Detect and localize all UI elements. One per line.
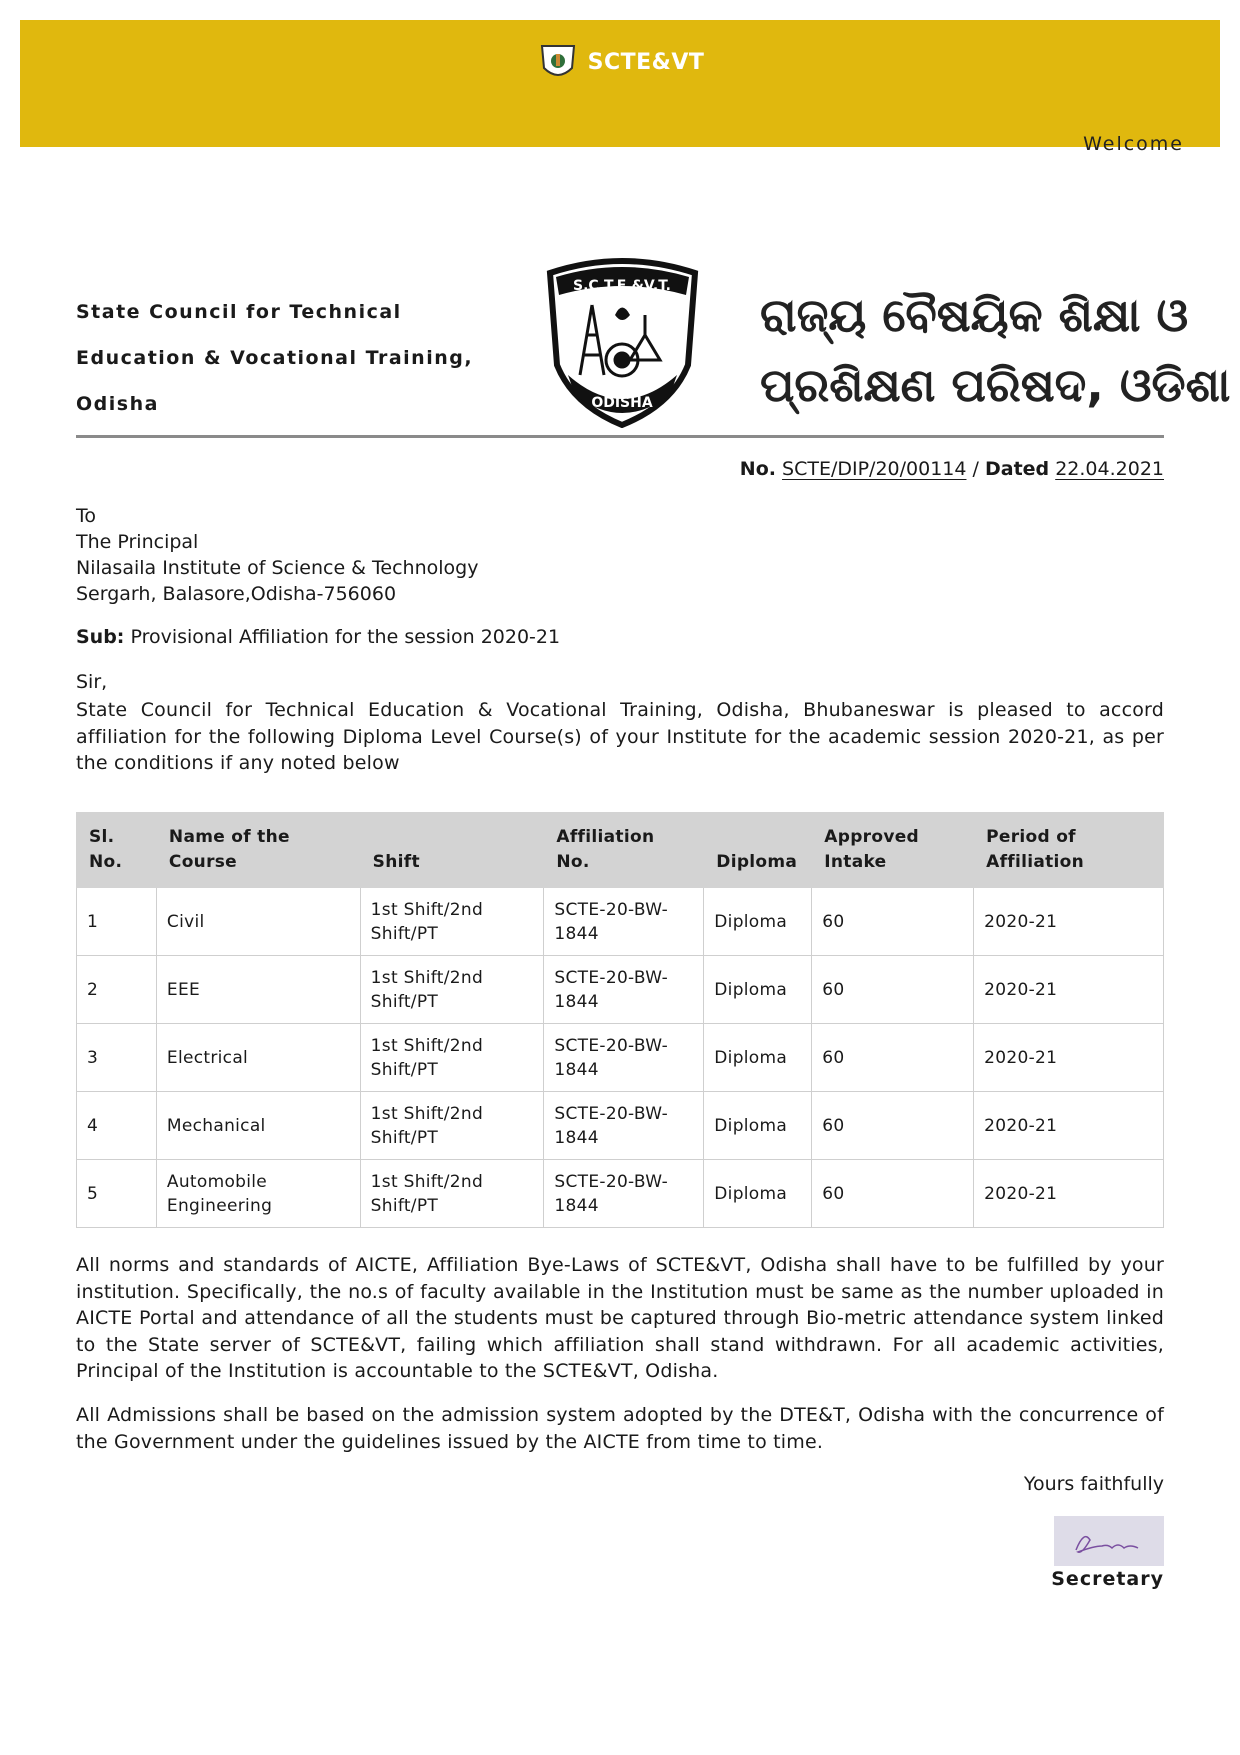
table-cell: 2020-21 <box>974 888 1164 956</box>
table-cell: Diploma <box>704 1024 812 1092</box>
table-cell: Diploma <box>704 1160 812 1228</box>
table-cell: 2 <box>77 956 157 1024</box>
brand-name: SCTE&VT <box>587 49 705 75</box>
welcome-text: Welcome <box>1083 133 1184 155</box>
odia-name-line: ପ୍ରଶିକ୍ଷଣ ପରିଷଦ, ଓଡିଶା <box>760 358 1231 412</box>
odia-name-line: ରାଜ୍ୟ ବୈଷୟିକ ଶିକ୍ଷା ଓ <box>760 288 1189 342</box>
recipient-line: The Principal <box>76 531 199 553</box>
table-cell: 4 <box>77 1092 157 1160</box>
table-row <box>77 888 1164 956</box>
salutation: Sir, <box>76 671 108 693</box>
ref-no-label: No. <box>739 458 776 480</box>
table-cell: 5 <box>77 1160 157 1228</box>
table-cell: 1st Shift/2nd Shift/PT <box>360 956 544 1024</box>
table-cell: 1st Shift/2nd Shift/PT <box>360 1160 544 1228</box>
table-row <box>77 956 1164 1024</box>
column-header: Affiliation No. <box>544 813 704 888</box>
admissions-paragraph: All Admissions shall be based on the admission system adopted by the DTE&T, Odisha with the concurrence of the Government under the guidelines issued by the AICTE from time to time. <box>76 1404 1164 1453</box>
intro-paragraph: State Council for Technical Education & Vocational Training, Odisha, Bhubaneswar is pleased to accord affiliation for the following Diploma Level Course(s) of your Institute for the academic session 2020-21, as per the conditions if any noted below <box>76 699 1164 774</box>
scte-logo-icon <box>536 40 580 84</box>
affiliation-table <box>76 812 1164 1228</box>
table-cell: 2020-21 <box>974 956 1164 1024</box>
subject-line <box>76 626 560 648</box>
reference-line <box>740 458 1164 480</box>
ref-no-value: SCTE/DIP/20/00114 <box>782 458 967 480</box>
table-cell: 2020-21 <box>974 1024 1164 1092</box>
org-name-line: Odisha <box>76 393 159 415</box>
table-cell: 1st Shift/2nd Shift/PT <box>360 1092 544 1160</box>
organization-name-english <box>76 289 516 427</box>
table-cell: EEE <box>156 956 360 1024</box>
subject-text: Provisional Affiliation for the session 2020-21 <box>130 626 561 648</box>
org-name-line: Education & Vocational Training, <box>76 347 474 369</box>
signatory-title: Secretary <box>1051 1568 1164 1590</box>
subject-label: Sub: <box>76 626 125 648</box>
table-cell: 2020-21 <box>974 1092 1164 1160</box>
norms-paragraph: All norms and standards of AICTE, Affiliation Bye-Laws of SCTE&VT, Odisha shall have to be fulfilled by your institution. Specifically, the no.s of faculty available in the Institution must be same as the number uploaded in AICTE Portal and attendance of all the students must be captured through Bio-metric attendance system linked to the State server of SCTE&VT, failing which affiliation shall stand withdrawn. For all academic activities, Principal of the Institution is accountable to the SCTE&VT, Odisha. <box>76 1254 1164 1382</box>
table-cell: SCTE-20-BW-1844 <box>544 1160 704 1228</box>
column-header: Name of the Course <box>156 813 360 888</box>
table-cell: SCTE-20-BW-1844 <box>544 956 704 1024</box>
table-cell: Civil <box>156 888 360 956</box>
table-cell: Diploma <box>704 888 812 956</box>
crest-top-text: S.C.T.E.&V.T. <box>573 278 671 294</box>
closing-text: Yours faithfully <box>1023 1473 1164 1495</box>
column-header: Shift <box>360 813 544 888</box>
recipient-line: Nilasaila Institute of Science & Technology <box>76 557 479 579</box>
recipient-address <box>76 503 478 607</box>
organization-name-odia <box>760 280 1231 420</box>
ref-dated-value: 22.04.2021 <box>1055 458 1164 480</box>
table-cell: Diploma <box>704 1092 812 1160</box>
table-cell: 1 <box>77 888 157 956</box>
table-cell: SCTE-20-BW-1844 <box>544 1092 704 1160</box>
recipient-line: Sergarh, Balasore,Odisha-756060 <box>76 583 397 605</box>
table-cell: 1st Shift/2nd Shift/PT <box>360 1024 544 1092</box>
table-cell: Diploma <box>704 956 812 1024</box>
table-cell: SCTE-20-BW-1844 <box>544 888 704 956</box>
header-banner <box>20 20 1220 147</box>
crest-bottom-text: ODISHA <box>591 395 653 411</box>
to-label: To <box>76 505 97 527</box>
table-cell: Electrical <box>156 1024 360 1092</box>
ref-separator: / <box>972 458 979 480</box>
org-name-line: State Council for Technical <box>76 301 402 323</box>
scte-crest-emblem <box>540 255 705 428</box>
column-header: Sl. No. <box>77 813 157 888</box>
table-cell: 2020-21 <box>974 1160 1164 1228</box>
header-divider <box>76 435 1164 438</box>
table-row <box>77 1092 1164 1160</box>
table-cell: Automobile Engineering <box>156 1160 360 1228</box>
table-cell: 60 <box>812 1092 974 1160</box>
table-cell: 60 <box>812 1160 974 1228</box>
column-header: Diploma <box>704 813 812 888</box>
ref-dated-label: Dated <box>984 458 1050 480</box>
brand[interactable] <box>20 40 1220 84</box>
table-row <box>77 1024 1164 1092</box>
table-cell: Mechanical <box>156 1092 360 1160</box>
signature-image <box>1054 1516 1164 1566</box>
table-cell: 60 <box>812 956 974 1024</box>
table-cell: 1st Shift/2nd Shift/PT <box>360 888 544 956</box>
column-header: Approved Intake <box>812 813 974 888</box>
table-cell: 60 <box>812 888 974 956</box>
column-header: Period of Affiliation <box>974 813 1164 888</box>
table-row <box>77 1160 1164 1228</box>
table-cell: 60 <box>812 1024 974 1092</box>
table-header-row <box>77 813 1164 888</box>
table-cell: SCTE-20-BW-1844 <box>544 1024 704 1092</box>
table-cell: 3 <box>77 1024 157 1092</box>
